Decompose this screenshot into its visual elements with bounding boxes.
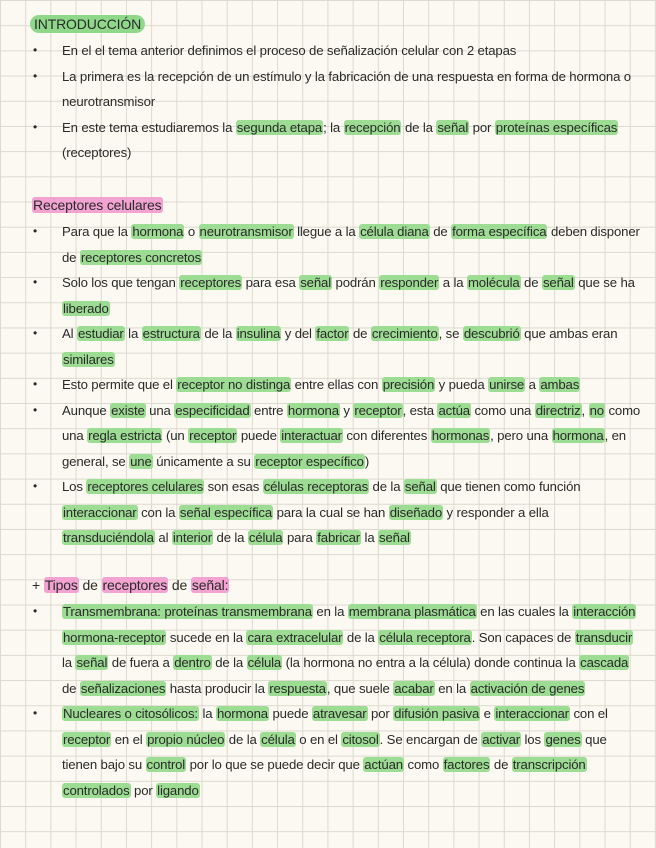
- highlighted-text: no: [589, 402, 604, 418]
- highlighted-text: células receptoras: [263, 479, 369, 494]
- highlighted-text: hormona: [132, 224, 184, 239]
- text-run: Para que la: [62, 224, 132, 239]
- text-run: podrán: [332, 275, 380, 290]
- text-run: como: [403, 757, 443, 772]
- text-run: con diferentes: [342, 428, 431, 443]
- highlighted-text: especificidad: [175, 402, 250, 418]
- highlighted-text: actúa: [438, 402, 470, 418]
- highlighted-text: control: [146, 757, 186, 772]
- highlighted-text: atravesar: [312, 706, 367, 721]
- text-run: de la: [200, 326, 236, 341]
- highlighted-text: cascada: [580, 655, 629, 670]
- highlighted-text: célula: [247, 655, 282, 670]
- highlighted-text: señal: [76, 655, 108, 670]
- bullet-item: [0, 38, 656, 64]
- bullet-item: [0, 321, 656, 372]
- text-run: ; la: [323, 119, 344, 135]
- highlighted-text: ligando: [157, 782, 199, 798]
- highlighted-text: señal: [404, 479, 436, 494]
- bullet-item: [0, 474, 656, 551]
- text-run: llegue a la: [293, 224, 360, 239]
- text-run: de la: [213, 530, 248, 545]
- text-run: , esta: [402, 402, 438, 418]
- highlighted-text: receptor no distinga: [177, 377, 291, 392]
- text-run: de: [429, 224, 452, 239]
- text-run: puede: [268, 706, 312, 721]
- section-title-text: INTRODUCCIÓN: [30, 15, 145, 33]
- highlighted-text: receptor específico: [255, 453, 364, 469]
- text-run: hasta producir la: [166, 680, 269, 696]
- text-run: para la cual se han: [273, 504, 389, 520]
- highlighted-text: une: [130, 453, 152, 469]
- highlighted-text: receptores concretos: [80, 249, 202, 265]
- text-run: La primera es la recepción de un estímulo y la fabricación de una respuesta en forma de hormona o neurotransmisor: [62, 68, 631, 109]
- text-run: de la: [369, 479, 404, 494]
- highlighted-text: membrana plasmática: [348, 604, 476, 619]
- highlighted-text: interior: [172, 530, 212, 545]
- highlighted-text: citosol: [342, 731, 379, 747]
- plus-prefix: +: [32, 577, 44, 593]
- highlighted-text: molécula: [467, 275, 520, 290]
- text-run: la: [62, 655, 76, 670]
- text-run: que tienen bajo su: [62, 731, 607, 772]
- text-run: sucede en la: [166, 629, 247, 645]
- bullet-list-tipos: [0, 599, 656, 803]
- text-run: . Son capaces de: [471, 629, 575, 645]
- text-run: , pero una: [490, 428, 552, 443]
- text-run: (un: [162, 428, 189, 443]
- highlighted-text: hormonas: [431, 428, 490, 443]
- highlighted-text: fabricar: [317, 530, 361, 545]
- text-run: la: [198, 706, 216, 721]
- highlighted-text: señal específica: [179, 504, 273, 520]
- highlighted-text: interactuar: [281, 428, 342, 443]
- highlighted-text: recepción: [344, 119, 401, 135]
- highlighted-text: similares: [63, 351, 114, 367]
- text-run: de: [78, 577, 102, 593]
- text-run: a la: [439, 275, 467, 290]
- highlighted-text: receptor: [63, 731, 111, 747]
- text-run: Los: [62, 479, 87, 494]
- text-run: por: [367, 706, 394, 721]
- highlighted-text: célula: [261, 731, 295, 747]
- highlighted-text: transduciéndola: [63, 530, 154, 545]
- highlighted-text: activar: [482, 731, 521, 747]
- bullet-list-receptores: [0, 219, 656, 551]
- text-run: y del: [281, 326, 316, 341]
- text-run: puede: [237, 428, 281, 443]
- text-run: con el: [569, 706, 608, 721]
- text-run: en el: [111, 731, 147, 747]
- highlighted-text: señal: [300, 275, 331, 290]
- highlighted-text: forma específica: [452, 224, 547, 239]
- bullet-item: [0, 219, 656, 270]
- bullet-item: [0, 398, 656, 475]
- highlighted-text: dentro: [174, 655, 211, 670]
- text-run: ,: [581, 402, 589, 418]
- bullet-item: [0, 599, 656, 701]
- highlighted-text: directriz: [535, 402, 581, 418]
- text-run: una: [145, 402, 175, 418]
- text-run: o en el: [295, 731, 342, 747]
- highlighted-text: ambas: [540, 377, 580, 392]
- highlighted-text: responder: [380, 275, 439, 290]
- section-title-text: Receptores celulares: [33, 197, 162, 213]
- pink-highlighted-text: Tipos: [44, 577, 78, 593]
- text-run: con la: [137, 504, 179, 520]
- text-run: que se ha: [574, 275, 635, 290]
- section-title-parts: [44, 577, 230, 593]
- text-run: e: [480, 706, 495, 721]
- text-run: de: [490, 757, 512, 772]
- text-run: y: [339, 402, 354, 418]
- text-run: de: [62, 680, 80, 696]
- highlighted-text: crecimiento: [371, 326, 438, 341]
- highlighted-text: interaccionar: [495, 706, 569, 721]
- text-run: de fuera a: [108, 655, 174, 670]
- section-title-tipos: [32, 575, 229, 595]
- highlighted-text: estudiar: [77, 326, 124, 341]
- highlighted-text: descubrió: [463, 326, 520, 341]
- text-run: que ambas eran: [520, 326, 618, 341]
- text-run: de: [168, 577, 191, 593]
- pink-highlighted-text: señal:: [191, 577, 229, 593]
- bullet-item: [0, 372, 656, 398]
- text-run: Esto permite que el: [62, 377, 177, 392]
- text-run: en la: [434, 680, 470, 696]
- text-run: de: [520, 275, 542, 290]
- highlighted-text: activación de genes: [470, 680, 585, 696]
- highlighted-text: proteínas específicas: [495, 119, 618, 135]
- highlighted-text: señal: [379, 530, 410, 545]
- text-run: que tienen como función: [436, 479, 581, 494]
- highlighted-text: genes: [545, 731, 581, 747]
- highlighted-text: existe: [111, 402, 145, 418]
- bullet-list-introduccion: [0, 38, 656, 166]
- highlighted-text: señal: [542, 275, 574, 290]
- text-run: por: [130, 782, 157, 798]
- highlighted-text: transcripción controlados: [63, 757, 586, 798]
- highlighted-text: receptores celulares: [87, 479, 204, 494]
- highlighted-text: actúan: [364, 757, 403, 772]
- highlighted-text: hormona: [216, 706, 268, 721]
- highlighted-text: Nucleares o citosólicos:: [63, 706, 198, 721]
- highlighted-text: propio núcleo: [147, 731, 225, 747]
- text-run: para esa: [242, 275, 300, 290]
- highlighted-text: unirse: [489, 377, 525, 392]
- highlighted-text: Transmembrana: proteínas transmembrana: [63, 604, 312, 619]
- text-run: (la hormona no entra a la célula) donde continua la: [282, 655, 580, 670]
- text-run: , que suele: [326, 680, 394, 696]
- bullet-item: [0, 270, 656, 321]
- section-title-receptores: [32, 195, 163, 215]
- text-run: . Se encargan de: [379, 731, 482, 747]
- bullet-item: [0, 64, 656, 115]
- text-run: por lo que se puede decir que: [186, 757, 364, 772]
- text-run: como una: [62, 402, 641, 443]
- section-title-introduccion: [30, 14, 145, 34]
- text-run: en las cuales la: [476, 604, 573, 619]
- text-run: de la: [343, 629, 379, 645]
- highlighted-text: insulina: [236, 326, 281, 341]
- highlighted-text: interaccionar: [63, 504, 137, 520]
- text-run: para: [283, 530, 317, 545]
- highlighted-text: cara extracelular: [247, 629, 343, 645]
- text-run: son esas: [204, 479, 263, 494]
- text-run: de la: [225, 731, 261, 747]
- highlighted-text: receptor: [189, 428, 237, 443]
- text-run: únicamente a su: [152, 453, 255, 469]
- text-run: En este tema estudiaremos la: [62, 119, 236, 135]
- highlighted-text: precisión: [382, 377, 435, 392]
- text-run: en la: [312, 604, 348, 619]
- pink-highlighted-text: receptores: [102, 577, 168, 593]
- highlighted-text: interacción hormona-receptor: [63, 604, 636, 645]
- text-run: a: [525, 377, 540, 392]
- text-run: o: [184, 224, 199, 239]
- text-run: , se: [438, 326, 463, 341]
- highlighted-text: transducir: [575, 629, 633, 645]
- highlighted-text: acabar: [394, 680, 434, 696]
- highlighted-text: difusión pasiva: [394, 706, 480, 721]
- highlighted-text: señal: [437, 119, 469, 135]
- text-run: deben disponer de: [62, 224, 640, 265]
- text-run: (receptores): [62, 145, 132, 160]
- highlighted-text: diseñado: [389, 504, 443, 520]
- text-run: por: [469, 119, 495, 135]
- text-run: y responder a ella: [443, 504, 549, 520]
- text-run: En el el tema anterior definimos el proceso de señalización celular con 2 etapas: [62, 43, 517, 58]
- text-run: entre: [250, 402, 287, 418]
- text-run: Aunque: [62, 402, 111, 418]
- highlighted-text: receptor: [354, 402, 402, 418]
- text-run: Solo los que tengan: [62, 275, 180, 290]
- text-run: , en general, se: [62, 428, 626, 469]
- highlighted-text: célula: [248, 530, 283, 545]
- highlighted-text: neurotransmisor: [199, 224, 293, 239]
- highlighted-text: estructura: [142, 326, 200, 341]
- highlighted-text: regla estricta: [88, 428, 162, 443]
- text-run: de la: [211, 655, 247, 670]
- highlighted-text: factor: [316, 326, 349, 341]
- highlighted-text: hormona: [287, 402, 339, 418]
- highlighted-text: liberado: [63, 300, 109, 316]
- bullet-item: [0, 701, 656, 803]
- highlighted-text: hormona: [552, 428, 604, 443]
- highlighted-text: receptores: [180, 275, 242, 290]
- text-run: de la: [401, 119, 437, 135]
- text-run: al: [154, 530, 172, 545]
- text-run: ): [364, 453, 370, 469]
- text-run: Al: [62, 326, 77, 341]
- highlighted-text: segunda etapa: [236, 119, 323, 135]
- text-run: los: [521, 731, 545, 747]
- text-run: de: [349, 326, 371, 341]
- text-run: entre ellas con: [291, 377, 382, 392]
- text-run: la: [124, 326, 142, 341]
- highlighted-text: señalizaciones: [80, 680, 166, 696]
- highlighted-text: célula receptora: [379, 629, 471, 645]
- highlighted-text: célula diana: [360, 224, 429, 239]
- bullet-item: [0, 115, 656, 166]
- highlighted-text: respuesta: [269, 680, 326, 696]
- highlighted-text: factores: [443, 757, 490, 772]
- text-run: la: [361, 530, 379, 545]
- text-run: y pueda: [435, 377, 489, 392]
- text-run: como una: [470, 402, 535, 418]
